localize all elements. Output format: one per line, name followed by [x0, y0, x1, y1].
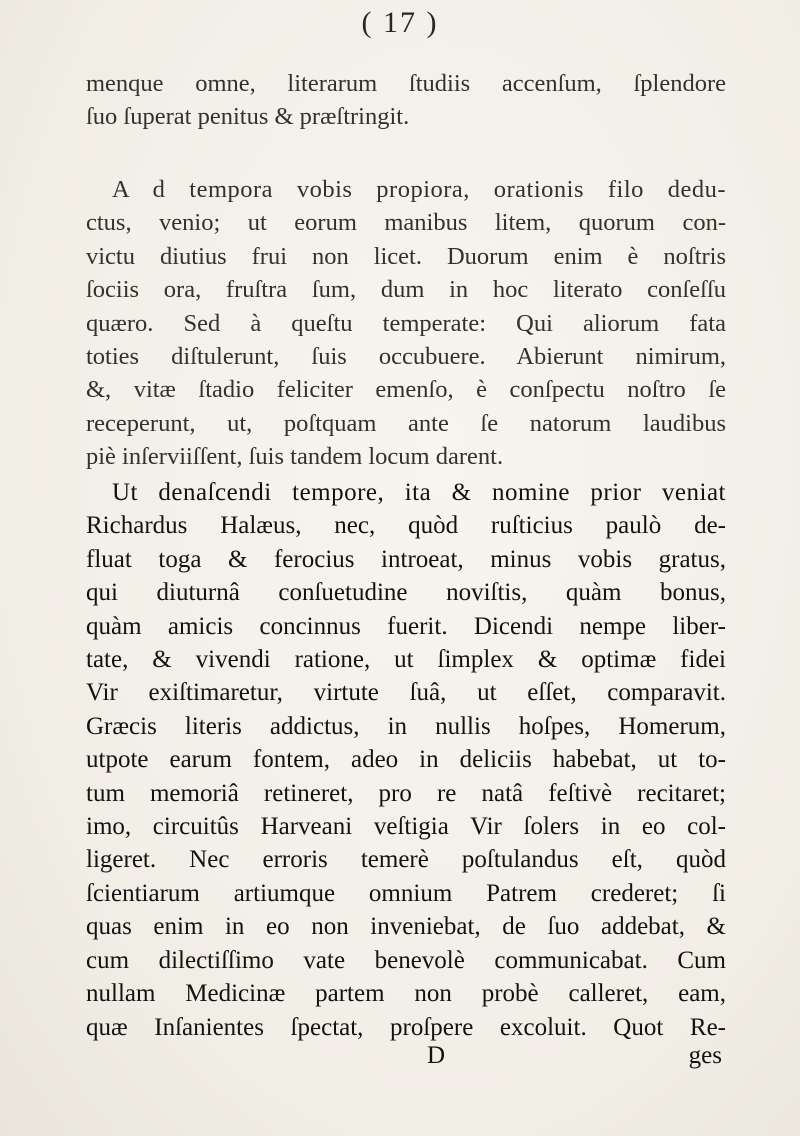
- text-line: Richardus Halæus, nec, quòd ruſticius paulò de-: [86, 512, 726, 540]
- text-line: quæro. Sed à queſtu temperate: Qui aliorum fata: [86, 309, 726, 337]
- text-line: toties diſtulerunt, ſuis occubuere. Abierunt nimirum,: [86, 343, 726, 371]
- paragraph-2: [86, 173, 726, 474]
- text-line: piè inſerviiſſent, ſuis tandem locum darent.: [86, 443, 504, 471]
- text-line: Græcis literis addictus, in nullis hoſpes, Homerum,: [86, 712, 726, 740]
- text-line: qui diuturnâ conſuetudine noviſtis, quàm bonus,: [86, 579, 726, 607]
- text-line: imo, circuitûs Harveani veſtigia Vir ſolers in eo col-: [86, 813, 726, 841]
- text-line: Ut denaſcendi tempore, ita & nomine prior veniat: [112, 479, 726, 506]
- paragraph-1: [86, 67, 726, 134]
- text-line: ſcientiarum artiumque omnium Patrem crederet; ſi: [86, 879, 726, 907]
- signature-mark: D: [427, 1042, 446, 1069]
- text-line: utpote earum fontem, adeo in deliciis habebat, ut to-: [86, 746, 726, 774]
- text-line: ſuo ſuperat penitus & præſtringit.: [86, 103, 410, 131]
- catchword: ges: [688, 1042, 722, 1069]
- page-number: ( 17 ): [361, 6, 439, 39]
- text-line: cum dilectiſſimo vate benevolè communicabat. Cum: [86, 946, 726, 974]
- text-line: victu diutius frui non licet. Duorum enim è noſtris: [86, 242, 726, 270]
- text-line: menque omne, literarum ſtudiis accenſum, ſplendore: [86, 70, 726, 97]
- text-line: receperunt, ut, poſtquam ante ſe natorum laudibus: [86, 409, 726, 437]
- text-line: nullam Medicinæ partem non probè calleret, eam,: [86, 980, 726, 1008]
- text-line: quàm amicis concinnus fuerit. Dicendi nempe liber-: [86, 612, 726, 640]
- text-line: A d tempora vobis propiora, orationis filo dedu-: [112, 176, 726, 203]
- page-footer: [86, 1042, 726, 1076]
- text-line: quæ Inſanientes ſpectat, proſpere excoluit. Quot Re-: [86, 1013, 726, 1041]
- text-line: fluat toga & ferocius introeat, minus vobis gratus,: [86, 545, 726, 573]
- paragraph-3: [86, 476, 726, 1044]
- text-line: quas enim in eo non inveniebat, de ſuo addebat, &: [86, 913, 726, 941]
- text-line: Vir exiſtimaretur, virtute ſuâ, ut eſſet, comparavit.: [86, 679, 726, 707]
- text-line: &, vitæ ſtadio feliciter emenſo, è conſpectu noſtro ſe: [86, 376, 726, 404]
- text-line: tum memoriâ retineret, pro re natâ feſtivè recitaret;: [86, 779, 726, 807]
- text-line: tate, & vivendi ratione, ut ſimplex & optimæ fidei: [86, 646, 726, 674]
- text-line: ctus, venio; ut eorum manibus litem, quorum con-: [86, 209, 726, 237]
- text-line: ſociis ora, fruſtra ſum, dum in hoc literato conſeſſu: [86, 276, 726, 304]
- text-line: ligeret. Nec erroris temerè poſtulandus eſt, quòd: [86, 846, 726, 874]
